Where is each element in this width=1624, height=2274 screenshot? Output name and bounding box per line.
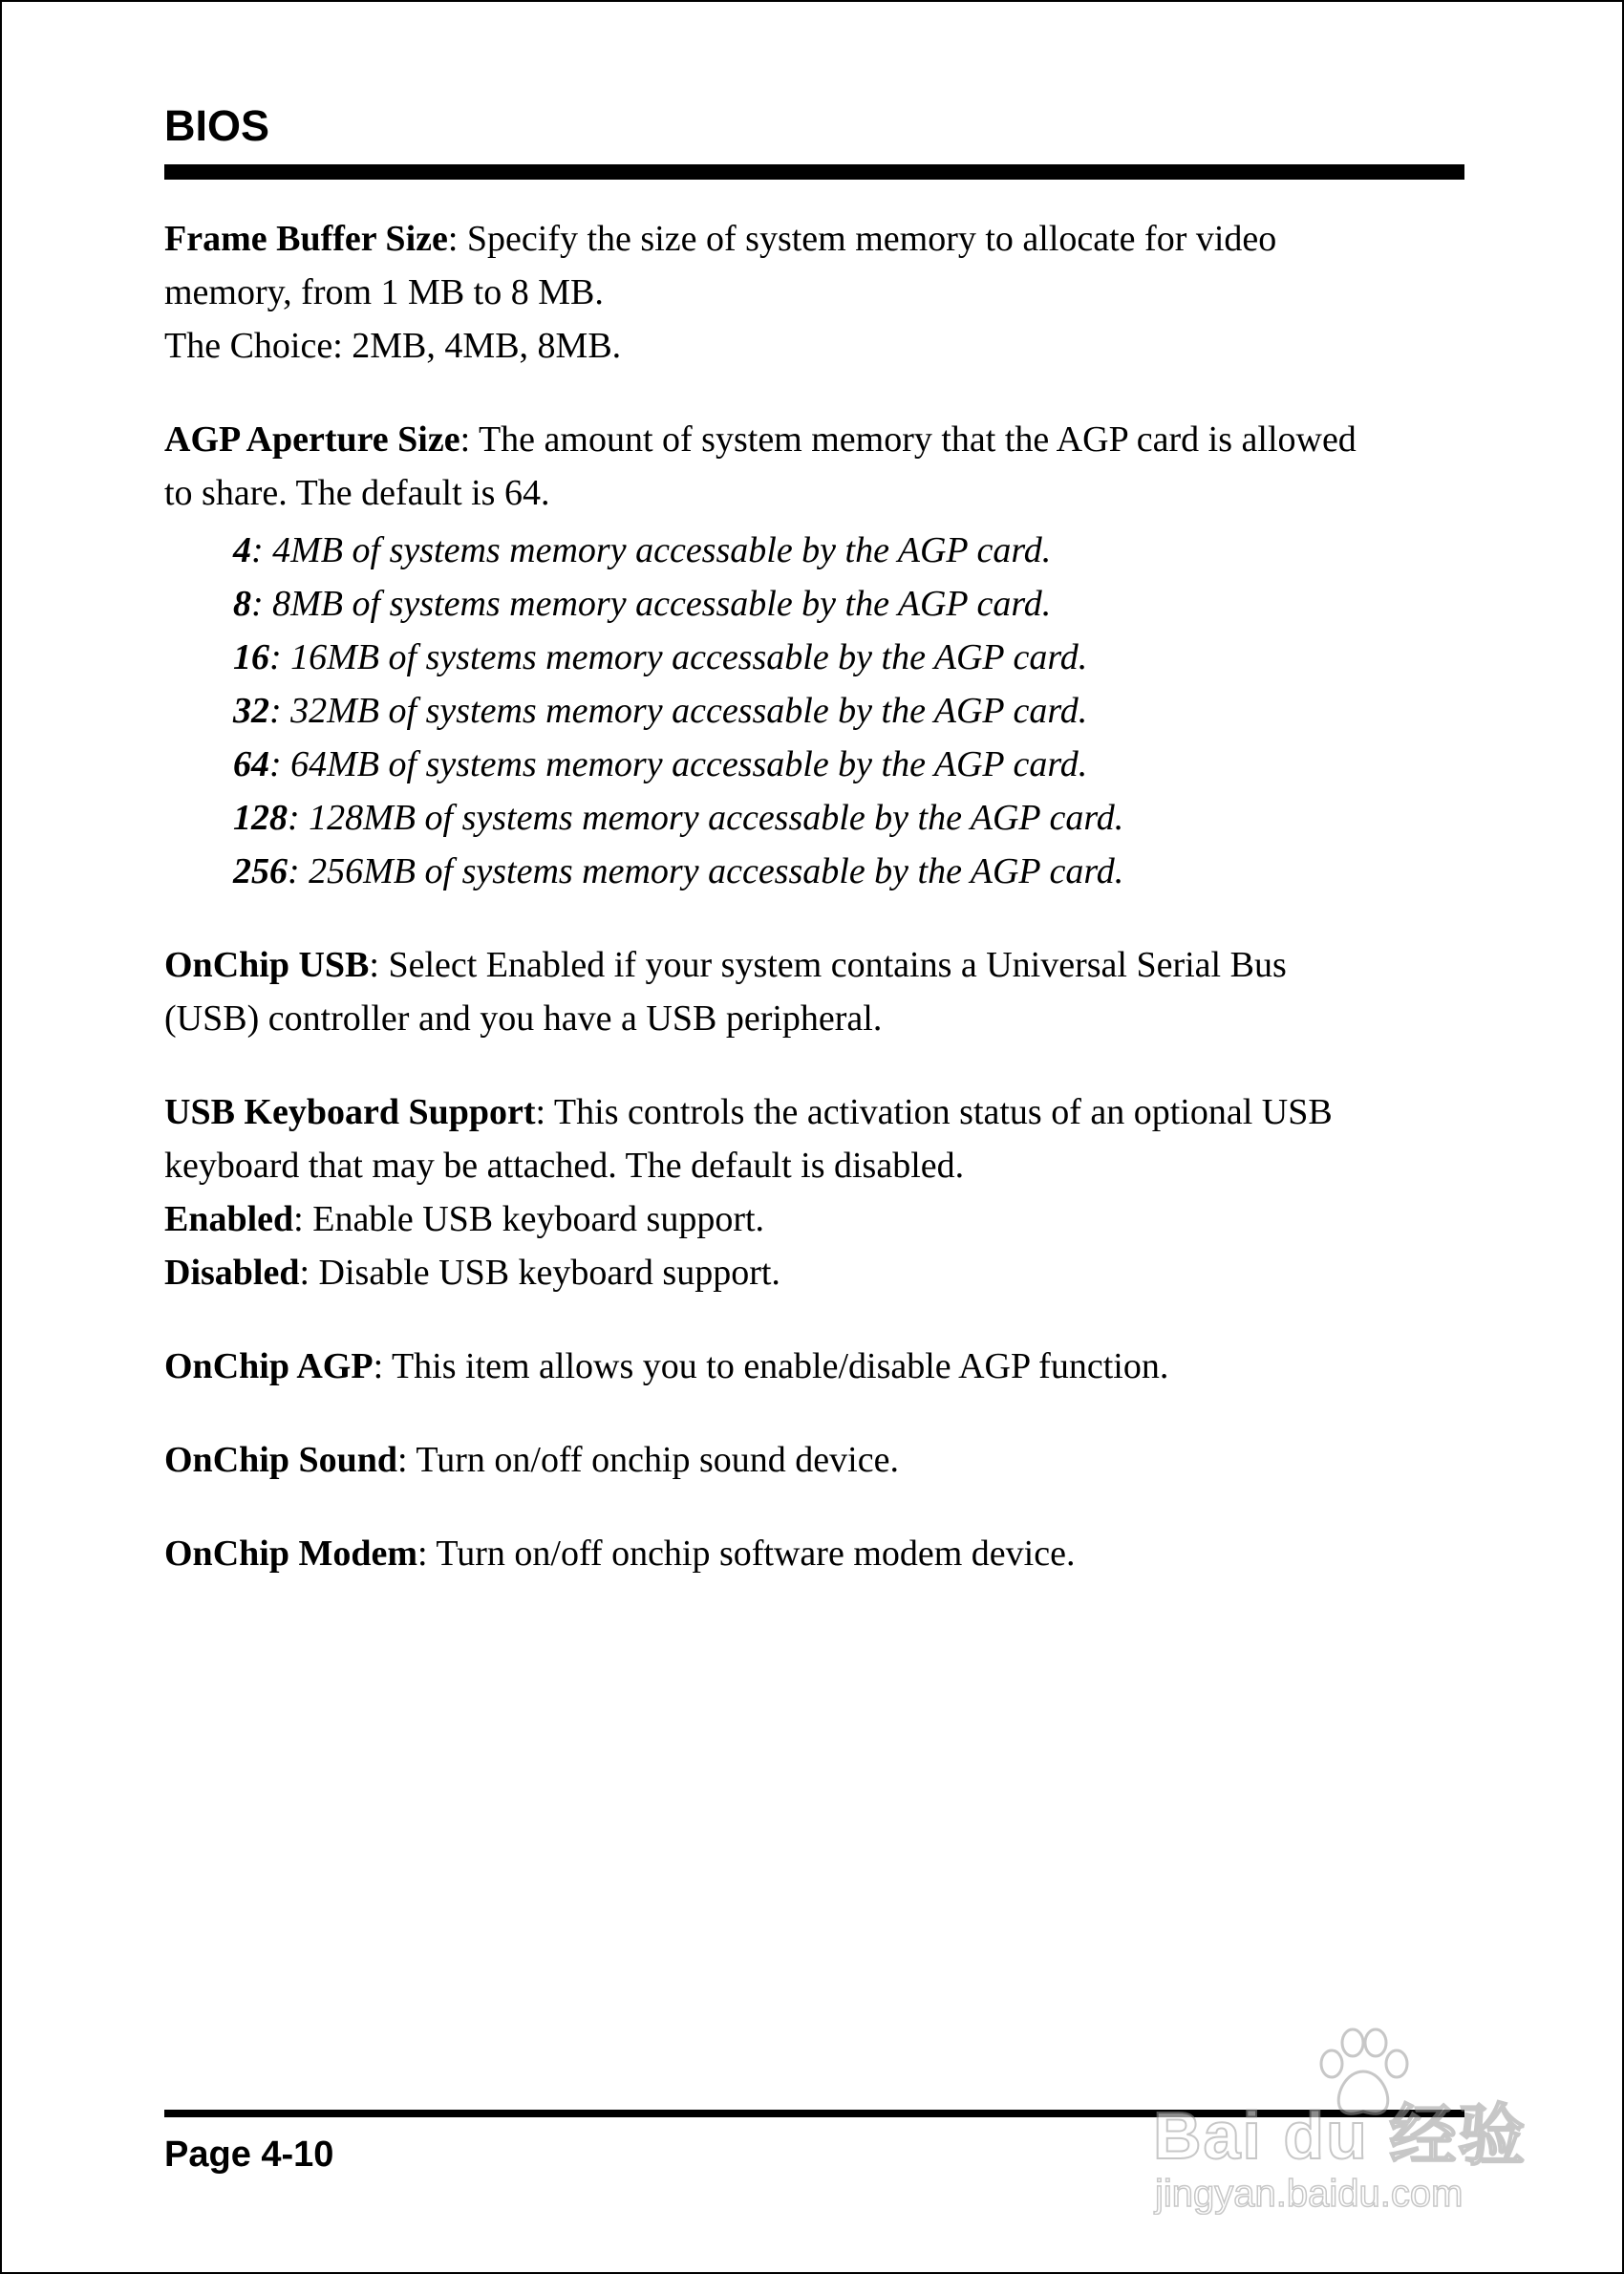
entry-text: : The amount of system memory that the AGP card is allowed	[459, 419, 1357, 460]
entry-onchip-modem	[164, 1527, 1473, 1580]
entry-choice-line: The Choice: 2MB, 4MB, 8MB.	[164, 326, 622, 366]
option-description: : 4MB of systems memory accessable by the AGP card.	[251, 530, 1052, 570]
aperture-option	[233, 524, 1473, 577]
option-text: : Enable USB keyboard support.	[293, 1199, 765, 1239]
option-value: 64	[233, 744, 269, 784]
page-number: Page 4-10	[164, 2135, 334, 2175]
aperture-option	[233, 845, 1473, 898]
entry-onchip-sound	[164, 1433, 1473, 1487]
baidu-watermark	[1153, 2026, 1535, 2217]
entry-term: OnChip USB	[164, 945, 370, 985]
entry-text: : Specify the size of system memory to allocate for video	[447, 219, 1277, 259]
entry-line	[164, 1340, 1473, 1393]
option-description: : 32MB of systems memory accessable by the AGP card.	[269, 691, 1088, 731]
option-description: : 128MB of systems memory accessable by the AGP card.	[288, 798, 1124, 838]
aperture-option-list	[233, 524, 1473, 898]
entry-line	[164, 1085, 1473, 1139]
option-value: 128	[233, 798, 288, 838]
option-description: : 16MB of systems memory accessable by the AGP card.	[269, 637, 1088, 677]
header-rule	[164, 164, 1464, 180]
option-value: 4	[233, 530, 251, 570]
entry-term: AGP Aperture Size	[164, 419, 460, 460]
entry-usb-keyboard-support	[164, 1085, 1473, 1299]
aperture-option	[233, 738, 1473, 791]
watermark-brand: Bai du 经验	[1153, 2098, 1528, 2173]
entry-line	[164, 938, 1473, 992]
entry-line	[164, 1527, 1473, 1580]
entry-text: : Turn on/off onchip sound device.	[397, 1440, 899, 1480]
aperture-option	[233, 684, 1473, 738]
option-term: Enabled	[164, 1199, 294, 1239]
entry-line	[164, 1433, 1473, 1487]
entry-term: OnChip Modem	[164, 1534, 417, 1574]
disabled-option-line	[164, 1246, 1473, 1299]
entry-line	[164, 413, 1473, 466]
entry-text: : Select Enabled if your system contains a Universal Serial Bus	[369, 945, 1287, 985]
entry-line: memory, from 1 MB to 8 MB.	[164, 272, 604, 312]
entry-agp-aperture-size	[164, 413, 1473, 898]
option-value: 32	[233, 691, 269, 731]
entry-line: (USB) controller and you have a USB peripheral.	[164, 998, 883, 1039]
entry-text: : Turn on/off onchip software modem device.	[417, 1534, 1076, 1574]
aperture-option	[233, 791, 1473, 845]
option-value: 256	[233, 851, 288, 891]
entry-onchip-usb	[164, 938, 1473, 1045]
option-description: : 256MB of systems memory accessable by the AGP card.	[288, 851, 1124, 891]
page-header-title: BIOS	[164, 101, 270, 150]
entry-text: : This controls the activation status of an optional USB	[535, 1092, 1333, 1132]
entry-line: keyboard that may be attached. The default is disabled.	[164, 1146, 965, 1186]
entry-onchip-agp	[164, 1340, 1473, 1393]
entry-term: OnChip AGP	[164, 1346, 374, 1386]
enabled-option-line	[164, 1192, 1473, 1246]
entry-term: USB Keyboard Support	[164, 1092, 536, 1132]
option-description: : 64MB of systems memory accessable by the AGP card.	[269, 744, 1088, 784]
entry-line: to share. The default is 64.	[164, 473, 550, 513]
option-term: Disabled	[164, 1253, 300, 1293]
option-value: 16	[233, 637, 269, 677]
entry-text: : This item allows you to enable/disable AGP function.	[373, 1346, 1169, 1386]
watermark-url: jingyan.baidu.com	[1155, 2173, 1464, 2215]
entry-line	[164, 212, 1473, 266]
aperture-option	[233, 577, 1473, 631]
entry-term: Frame Buffer Size	[164, 219, 448, 259]
option-text: : Disable USB keyboard support.	[299, 1253, 780, 1293]
entry-frame-buffer-size	[164, 212, 1473, 373]
option-value: 8	[233, 584, 251, 624]
entry-term: OnChip Sound	[164, 1440, 397, 1480]
option-description: : 8MB of systems memory accessable by the AGP card.	[251, 584, 1052, 624]
aperture-option	[233, 631, 1473, 684]
document-body	[164, 212, 1473, 1620]
